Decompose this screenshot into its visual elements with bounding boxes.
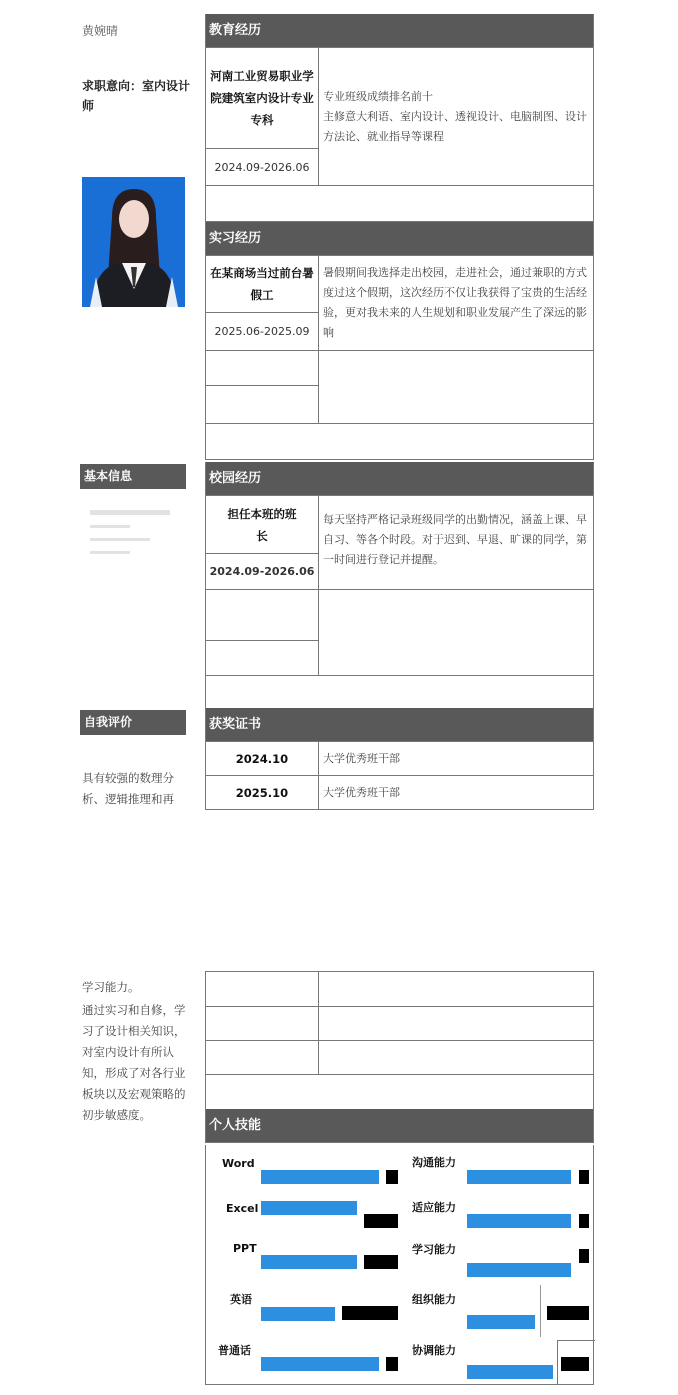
- awards-section: [205, 708, 594, 810]
- internship-date: 2025.06-2025.09: [206, 312, 318, 350]
- skill-bar: [261, 1357, 379, 1371]
- internship-description: 暑假期间我选择走出校园，走进社会，通过兼职的方式度过这个假期，这次经历不仅让我获得了宝贵的生活经验，更对我未来的人生规划和职业发展产生了深远的影响: [323, 266, 587, 339]
- skill-bar-remainder: [386, 1170, 398, 1184]
- job-intent: 求职意向：室内设计师: [82, 79, 191, 113]
- internship-role: 在某商场当过前台暑假工: [210, 266, 314, 302]
- award-name: 大学优秀班干部: [323, 751, 400, 765]
- skill-bar-remainder: [547, 1306, 589, 1320]
- skill-label: Word: [222, 1157, 255, 1170]
- skill-bar-remainder: [579, 1170, 589, 1184]
- continuation-table: [205, 971, 594, 1143]
- awards-header: 获奖证书: [206, 708, 593, 741]
- basic-info-header: 基本信息: [80, 464, 186, 489]
- self-eval-text-1: 具有较强的数理分析、逻辑推理和再: [82, 771, 174, 806]
- education-date: 2024.09-2026.06: [206, 148, 318, 185]
- self-eval-text-3: 通过实习和自修，学习了设计相关知识，对室内设计有所认知，形成了对各行业板块以及宏观策略的初步敏感度。: [82, 1003, 186, 1122]
- award-row: [206, 775, 593, 809]
- skill-label: Excel: [226, 1202, 259, 1215]
- skill-label: 沟通能力: [412, 1156, 456, 1169]
- education-rank: 专业班级成绩排名前十: [323, 89, 433, 103]
- skill-bar: [261, 1170, 379, 1184]
- skill-bar: [467, 1315, 535, 1329]
- skill-bar: [261, 1201, 357, 1215]
- campus-date: 2024.09-2026.06: [206, 553, 318, 589]
- portrait-icon: [82, 177, 185, 307]
- skills-header: 个人技能: [206, 1109, 593, 1142]
- skill-label: 普通话: [218, 1344, 251, 1357]
- skill-bar-remainder: [579, 1249, 589, 1263]
- basic-info-redacted: [90, 500, 180, 564]
- skill-label: 适应能力: [412, 1201, 456, 1214]
- skill-label: PPT: [233, 1242, 257, 1255]
- skill-bar: [467, 1214, 571, 1228]
- profile-photo: [82, 177, 185, 307]
- school-name: 河南工业贸易职业学院建筑室内设计专业: [210, 69, 314, 105]
- internship-section: [205, 222, 594, 460]
- skill-label: 英语: [230, 1293, 252, 1306]
- campus-role: 担任本班的班长: [227, 506, 297, 543]
- campus-section: [205, 462, 594, 712]
- self-eval-header: 自我评价: [80, 710, 186, 735]
- award-row: [206, 741, 593, 775]
- award-date: 2024.10: [235, 751, 289, 766]
- award-name: 大学优秀班干部: [323, 785, 400, 799]
- skill-bar-remainder: [561, 1357, 589, 1371]
- skill-bar: [467, 1170, 571, 1184]
- candidate-name: 黄婉晴: [82, 24, 119, 38]
- skill-bar-remainder: [342, 1306, 398, 1320]
- degree: 专科: [250, 113, 274, 127]
- skill-label: 组织能力: [412, 1293, 456, 1306]
- skill-bar: [261, 1255, 357, 1269]
- skill-bar-remainder: [364, 1255, 398, 1269]
- skills-panel: [205, 1145, 594, 1385]
- education-courses: 主修意大利语、室内设计、透视设计、电脑制图、设计方法论、就业指导等课程: [323, 109, 587, 143]
- self-eval-text-2: 学习能力。: [82, 980, 140, 994]
- education-section: [205, 14, 594, 222]
- skill-bar-remainder: [364, 1214, 398, 1228]
- campus-description: 每天坚持严格记录班级同学的出勤情况，涵盖上课、早自习、等各个时段。对于迟到、早退、旷课的同学，第一时间进行登记并提醒。: [323, 513, 587, 566]
- award-date: 2025.10: [235, 785, 289, 800]
- skill-bar: [261, 1307, 335, 1321]
- internship-header: 实习经历: [206, 222, 593, 255]
- skill-bar: [467, 1263, 571, 1277]
- skill-bar-remainder: [386, 1357, 398, 1371]
- campus-header: 校园经历: [206, 462, 593, 495]
- skill-bar: [467, 1365, 553, 1379]
- skill-label: 学习能力: [412, 1243, 456, 1256]
- skill-bar-remainder: [579, 1214, 589, 1228]
- skill-label: 协调能力: [412, 1344, 456, 1357]
- education-header: 教育经历: [206, 14, 593, 47]
